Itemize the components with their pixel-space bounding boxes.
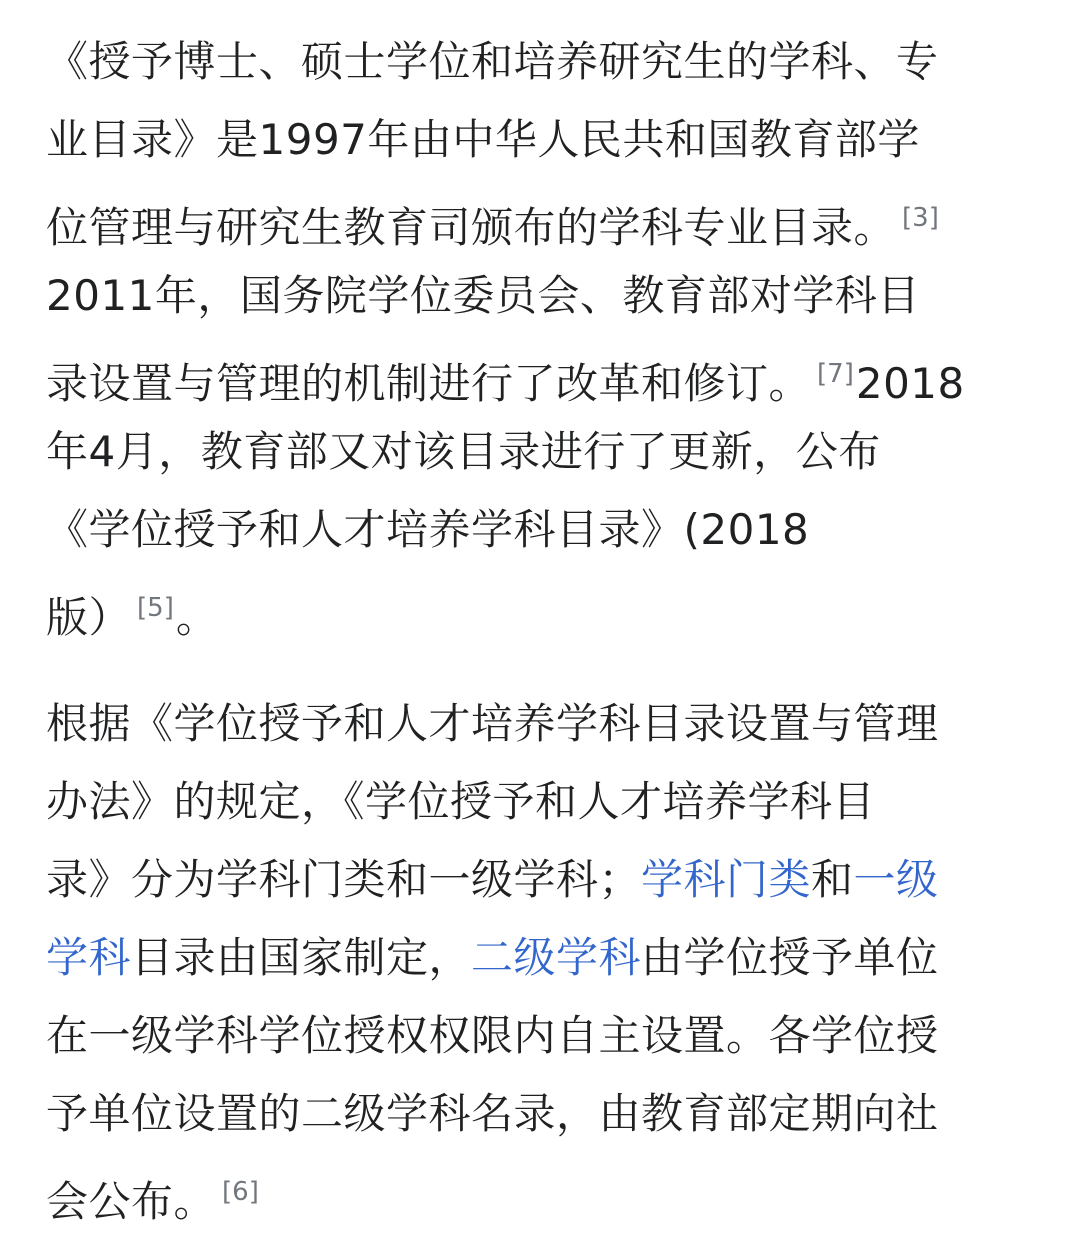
reference-7[interactable]: [7] xyxy=(817,359,854,389)
text-line xyxy=(46,23,965,101)
text-segment: 由学位授予单位 xyxy=(641,933,939,982)
text-segment: 。 xyxy=(175,593,219,642)
text-segment: 和 xyxy=(811,855,854,904)
text-line xyxy=(46,257,965,335)
text-line xyxy=(46,491,965,569)
text-line xyxy=(46,413,965,491)
text-line xyxy=(46,101,965,179)
text-segment: 版） xyxy=(46,593,132,642)
text-segment: 2011年，国务院学位委员会、教育部对学科目 xyxy=(46,271,920,320)
text-segment: 2018 xyxy=(855,359,965,408)
text-line xyxy=(46,763,939,841)
text-segment: 根据《学位授予和人才培养学科目录设置与管理 xyxy=(46,699,939,748)
text-line xyxy=(46,569,965,647)
text-segment: 目录由国家制定， xyxy=(131,933,472,982)
reference-5[interactable]: [5] xyxy=(137,593,174,623)
text-segment: 会公布。 xyxy=(46,1177,217,1226)
link-first-level-discipline-cont[interactable]: 学科 xyxy=(46,933,132,982)
link-second-level-discipline[interactable]: 二级学科 xyxy=(471,933,642,982)
text-segment: 《学位授予和人才培养学科目录》(2018 xyxy=(46,505,810,554)
text-line xyxy=(46,919,939,997)
text-segment: 位管理与研究生教育司颁布的学科专业目录。 xyxy=(46,203,897,252)
text-segment: 予单位设置的二级学科名录，由教育部定期向社 xyxy=(46,1089,939,1138)
paragraph-intro xyxy=(46,23,965,647)
text-line xyxy=(46,1153,939,1231)
paragraph-regulation xyxy=(46,685,939,1231)
text-segment: 年4月，教育部又对该目录进行了更新，公布 xyxy=(46,427,881,476)
text-segment: 录》分为学科门类和一级学科； xyxy=(46,855,642,904)
text-line xyxy=(46,335,965,413)
text-line xyxy=(46,841,939,919)
text-line xyxy=(46,179,965,257)
link-first-level-discipline[interactable]: 一级 xyxy=(853,855,939,904)
text-segment: 录设置与管理的机制进行了改革和修订。 xyxy=(46,359,812,408)
text-segment: 《授予博士、硕士学位和培养研究生的学科、专 xyxy=(46,37,939,86)
link-discipline-category[interactable]: 学科门类 xyxy=(641,855,812,904)
text-line xyxy=(46,1075,939,1153)
text-segment: 在一级学科学位授权权限内自主设置。各学位授 xyxy=(46,1011,939,1060)
text-segment: 业目录》是1997年由中华人民共和国教育部学 xyxy=(46,115,920,164)
text-line xyxy=(46,685,939,763)
text-segment: 办法》的规定，《学位授予和人才培养学科目 xyxy=(46,777,876,826)
reference-3[interactable]: [3] xyxy=(902,203,939,233)
reference-6[interactable]: [6] xyxy=(222,1177,259,1207)
text-line xyxy=(46,997,939,1075)
